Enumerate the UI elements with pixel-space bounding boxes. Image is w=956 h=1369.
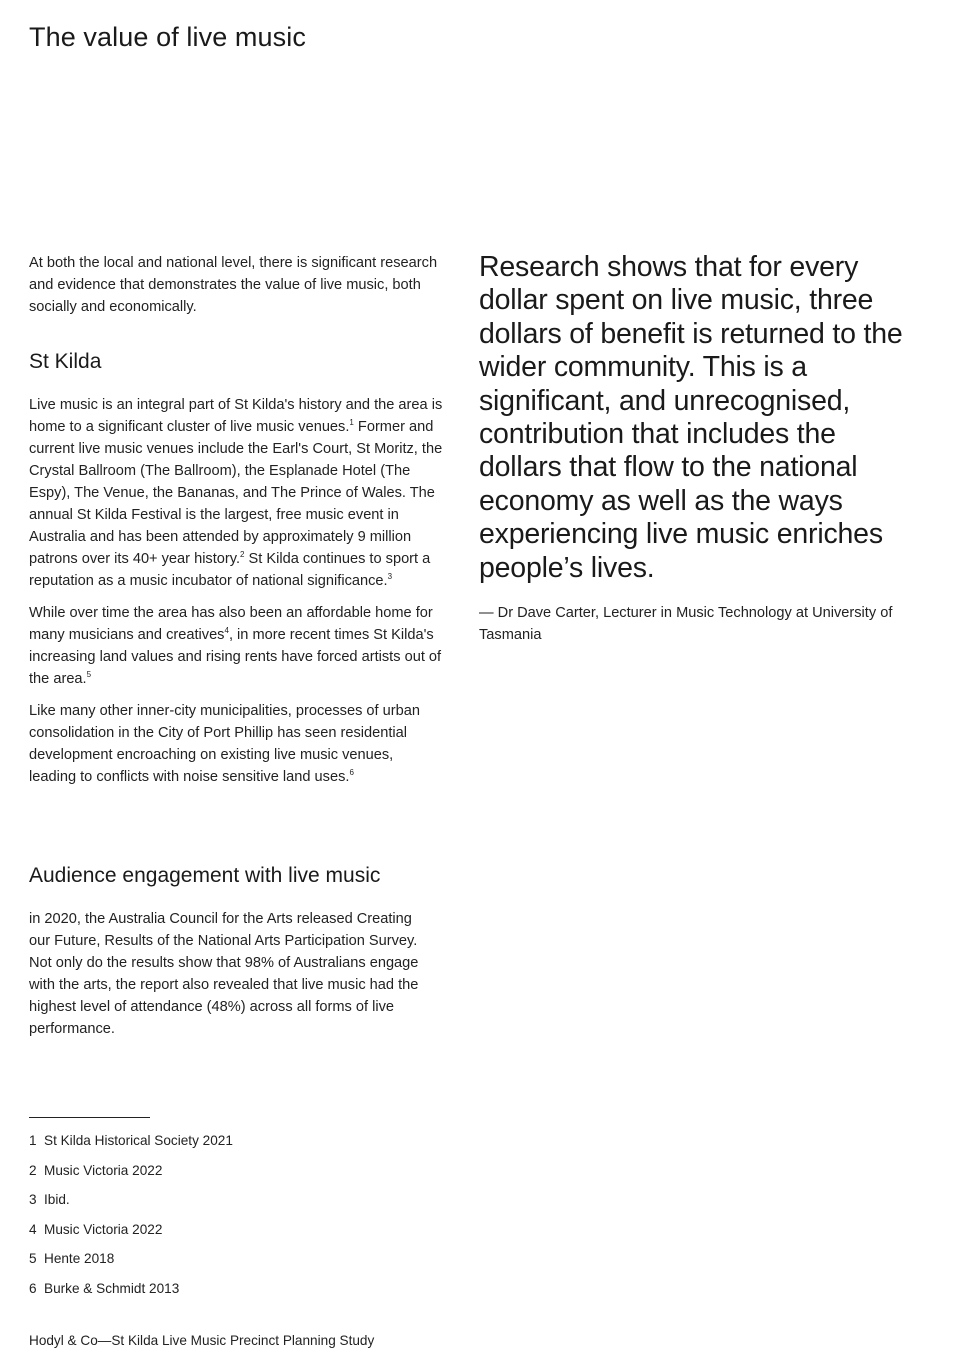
footnote-list	[29, 1130, 233, 1308]
audience-paragraph: in 2020, the Australia Council for the Arts released Creating our Future, Results of the National Arts Participation Survey. Not only do the results show that 98% of Australians engage with the arts, the report also revealed that live music had the highest level of attendance (48%) across all forms of live performance.	[29, 911, 419, 1037]
st-kilda-body	[29, 394, 444, 798]
intro-paragraph: At both the local and national level, there is significant research and evidence that demonstrates the value of live music, both socially and economically.	[29, 255, 438, 315]
page-footer: Hodyl & Co—St Kilda Live Music Precinct Planning Study	[29, 1333, 375, 1348]
audience-body	[29, 908, 429, 1040]
quote-attribution: — Dr Dave Carter, Lecturer in Music Technology at University of Tasmania	[479, 605, 893, 644]
left-column	[29, 252, 449, 1037]
footnote-ref[interactable]: 4	[224, 626, 229, 636]
section-heading-st-kilda: St Kilda	[29, 350, 102, 373]
st-kilda-paragraph-1: Live music is an integral part of St Kilda's history and the area is home to a significant cluster of live music venues.$^1$ Former and current live music venues include the Earl's Court, St Moritz, the Crystal Ballroom (The Ballroom), the Esplanade Hotel (The Espy), The Venue, the Bananas, and The Prince of Wales. The annual St Kilda Festival is the largest, free music event in Australia and has been attended by approximately 9 million patrons over its 40+ year history.$^2$ St Kilda continues to sport a reputation as a music incubator of national significance.$^3$	[29, 397, 443, 589]
footnote-item: 1 St Kilda Historical Society 2021	[29, 1133, 233, 1148]
footnote-ref[interactable]: 1	[349, 418, 354, 428]
pull-quote	[479, 251, 919, 646]
pull-quote-text: Research shows that for every dollar spent on live music, three dollars of benefit is returned to the wider community. This is a significant, and unrecognised, contribution that includes the dollars that flow to the national economy as well as the ways experiencing live music enriches people’s lives.	[479, 251, 903, 584]
footnote-ref[interactable]: 6	[349, 768, 354, 778]
footnote-item: 3 Ibid.	[29, 1192, 70, 1208]
section-heading-audience: Audience engagement with live music	[29, 864, 381, 887]
footnote-item: 2 Music Victoria 2022	[29, 1162, 163, 1178]
footnote-ref[interactable]: 2	[240, 550, 245, 560]
footnote-ref[interactable]: 5	[86, 670, 92, 680]
page-title: The value of live music	[29, 22, 306, 52]
footnote-item: 4 Music Victoria 2022	[29, 1221, 163, 1237]
footnote-divider	[29, 1117, 150, 1118]
st-kilda-paragraph-2: While over time the area has also been an affordable home for many musicians and creatives$^4$, in more recent times St Kilda's increasing land values and rising rents have forced artists out of the area.$^5$	[29, 605, 442, 687]
footnote-item: 5 Hente 2018	[29, 1251, 115, 1267]
st-kilda-paragraph-3: Like many other inner-city municipalities, processes of urban consolidation in the City of Port Phillip has seen residential development encroaching on existing live music venues, leading to conflicts with noise sensitive land uses.$^6$	[29, 703, 420, 785]
footnote-item: 6 Burke & Schmidt 2013	[29, 1280, 180, 1296]
footnote-ref[interactable]: 3	[387, 572, 393, 582]
